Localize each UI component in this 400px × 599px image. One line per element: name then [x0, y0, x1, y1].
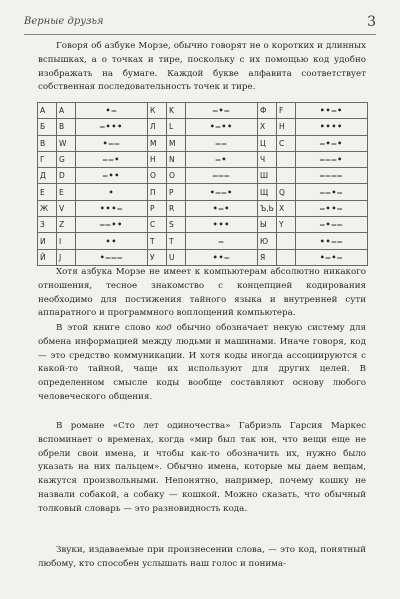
table-row: [38, 233, 368, 249]
p3-emphasis: код: [155, 323, 172, 333]
latin-letter-cell: S: [167, 217, 186, 233]
cyrillic-letter-cell: Л: [148, 119, 167, 135]
morse-code-cell: ———•: [296, 151, 368, 167]
cyrillic-letter-cell: Б: [38, 119, 57, 135]
cyrillic-letter-cell: М: [148, 135, 167, 151]
cyrillic-letter-cell: Г: [38, 151, 57, 167]
cyrillic-letter-cell: З: [38, 217, 57, 233]
morse-code-cell: •••: [186, 217, 258, 233]
latin-letter-cell: [277, 233, 296, 249]
cyrillic-letter-cell: Т: [148, 233, 167, 249]
latin-letter-cell: K: [167, 103, 186, 119]
paragraph-code-definition: [38, 322, 366, 405]
cyrillic-letter-cell: А: [38, 103, 57, 119]
cyrillic-letter-cell: С: [148, 217, 167, 233]
morse-code-cell: •—•: [186, 200, 258, 216]
cyrillic-letter-cell: Ъ,Ь: [258, 200, 277, 216]
latin-letter-cell: M: [167, 135, 186, 151]
morse-code-cell: ————: [296, 168, 368, 184]
morse-code-cell: •: [76, 184, 148, 200]
morse-code-cell: ——•: [76, 151, 148, 167]
morse-code-cell: ••—: [186, 249, 258, 265]
morse-code-cell: —•: [186, 151, 258, 167]
latin-letter-cell: Z: [57, 217, 76, 233]
morse-code-cell: —••—: [296, 200, 368, 216]
morse-code-cell: •—••: [186, 119, 258, 135]
morse-code-cell: ••——: [296, 233, 368, 249]
cyrillic-letter-cell: П: [148, 184, 167, 200]
table-row: [38, 103, 368, 119]
table-row: [38, 249, 368, 265]
morse-code-cell: —•••: [76, 119, 148, 135]
table-row: [38, 168, 368, 184]
table-row: [38, 200, 368, 216]
cyrillic-letter-cell: Р: [148, 200, 167, 216]
table-row: [38, 119, 368, 135]
table-row: [38, 217, 368, 233]
morse-code-cell: ———: [186, 168, 258, 184]
latin-letter-cell: G: [57, 151, 76, 167]
morse-code-cell: ——: [186, 135, 258, 151]
table-row: [38, 135, 368, 151]
morse-code-cell: ——•—: [296, 184, 368, 200]
cyrillic-letter-cell: Ы: [258, 217, 277, 233]
latin-letter-cell: T: [167, 233, 186, 249]
cyrillic-letter-cell: И: [38, 233, 57, 249]
cyrillic-letter-cell: Ш: [258, 168, 277, 184]
latin-letter-cell: F: [277, 103, 296, 119]
latin-letter-cell: E: [57, 184, 76, 200]
cyrillic-letter-cell: Н: [148, 151, 167, 167]
morse-code-cell: •••—: [76, 200, 148, 216]
page-number: 3: [367, 14, 376, 30]
latin-letter-cell: X: [277, 200, 296, 216]
latin-letter-cell: I: [57, 233, 76, 249]
p3-text-b: обычно обозначает некую систему для обмена информацией между людьми и машинами. Иначе говоря, код — это средство коммуникации. И хотя коды иногда ассоциируются с какой-то тайной, чаще их используют для других целей. В определенном смысле коды вообще составляют основу любого человеческого общения.: [38, 323, 366, 402]
running-head: [24, 16, 376, 35]
latin-letter-cell: L: [167, 119, 186, 135]
cyrillic-letter-cell: О: [148, 168, 167, 184]
cyrillic-letter-cell: Ц: [258, 135, 277, 151]
paragraph-computers: Хотя азбука Морзе не имеет к компьютерам абсолютно никакого отношения, тесное знакомство с концепцией кодирования необходимо для постижения тайного языка и внутренней сути аппаратного и программного воплощений компьютера.: [38, 267, 366, 319]
table-row: [38, 184, 368, 200]
morse-code-cell: ——••: [76, 217, 148, 233]
morse-table-body: [38, 103, 368, 266]
morse-code-cell: —•—•: [296, 135, 368, 151]
paragraph-intro: Говоря об азбуке Морзе, обычно говорят не о коротких и длинных вспышках, а о точках и тире, поскольку с их помощью код удобно изображать на бумаге. Каждой букве алфавита соответствует собственная последовательность точек и тире.: [38, 41, 366, 93]
latin-letter-cell: P: [167, 184, 186, 200]
cyrillic-letter-cell: Е: [38, 184, 57, 200]
morse-code-table: [37, 102, 368, 266]
cyrillic-letter-cell: У: [148, 249, 167, 265]
morse-code-cell: •——•: [186, 184, 258, 200]
latin-letter-cell: W: [57, 135, 76, 151]
morse-code-cell: —•—: [186, 103, 258, 119]
latin-letter-cell: [277, 249, 296, 265]
cyrillic-letter-cell: Ч: [258, 151, 277, 167]
morse-code-cell: ••—•: [296, 103, 368, 119]
latin-letter-cell: [277, 168, 296, 184]
latin-letter-cell: Q: [277, 184, 296, 200]
paragraph-marquez: В романе «Сто лет одиночества» Габриэль Гарсия Маркес вспоминает о временах, когда «мир был так юн, что вещи еще не обрели свои имена, и чтобы как-то обозначить их, нужно было указать на них пальцем». Обычно имена, которые мы даем вещам, кажутся произвольными. Непонятно, например, почему кошку не назвали собакой, а собаку — кошкой. Можно сказать, что обычный толковый словарь — это разновидность кода.: [38, 421, 366, 514]
latin-letter-cell: H: [277, 119, 296, 135]
cyrillic-letter-cell: Ю: [258, 233, 277, 249]
morse-code-cell: •—: [76, 103, 148, 119]
latin-letter-cell: Y: [277, 217, 296, 233]
latin-letter-cell: R: [167, 200, 186, 216]
morse-code-cell: •——: [76, 135, 148, 151]
cyrillic-letter-cell: Щ: [258, 184, 277, 200]
cyrillic-letter-cell: Д: [38, 168, 57, 184]
latin-letter-cell: B: [57, 119, 76, 135]
latin-letter-cell: J: [57, 249, 76, 265]
cyrillic-letter-cell: Й: [38, 249, 57, 265]
latin-letter-cell: C: [277, 135, 296, 151]
cyrillic-letter-cell: К: [148, 103, 167, 119]
morse-code-cell: ••••: [296, 119, 368, 135]
cyrillic-letter-cell: Х: [258, 119, 277, 135]
latin-letter-cell: U: [167, 249, 186, 265]
latin-letter-cell: A: [57, 103, 76, 119]
latin-letter-cell: [277, 151, 296, 167]
cyrillic-letter-cell: В: [38, 135, 57, 151]
running-title: Верные друзья: [24, 16, 104, 27]
cyrillic-letter-cell: Ф: [258, 103, 277, 119]
cyrillic-letter-cell: Я: [258, 249, 277, 265]
morse-code-cell: ••: [76, 233, 148, 249]
p3-text-a: В этой книге слово: [56, 323, 156, 333]
latin-letter-cell: O: [167, 168, 186, 184]
morse-code-cell: —•——: [296, 217, 368, 233]
morse-code-cell: •—•—: [296, 249, 368, 265]
morse-code-cell: —••: [76, 168, 148, 184]
morse-code-cell: •———: [76, 249, 148, 265]
latin-letter-cell: N: [167, 151, 186, 167]
cyrillic-letter-cell: Ж: [38, 200, 57, 216]
latin-letter-cell: V: [57, 200, 76, 216]
paragraph-sounds: Звуки, издаваемые при произнесении слова, — это код, понятный любому, кто способен услышать наш голос и понима-: [38, 545, 366, 569]
morse-code-cell: —: [186, 233, 258, 249]
table-row: [38, 151, 368, 167]
latin-letter-cell: D: [57, 168, 76, 184]
